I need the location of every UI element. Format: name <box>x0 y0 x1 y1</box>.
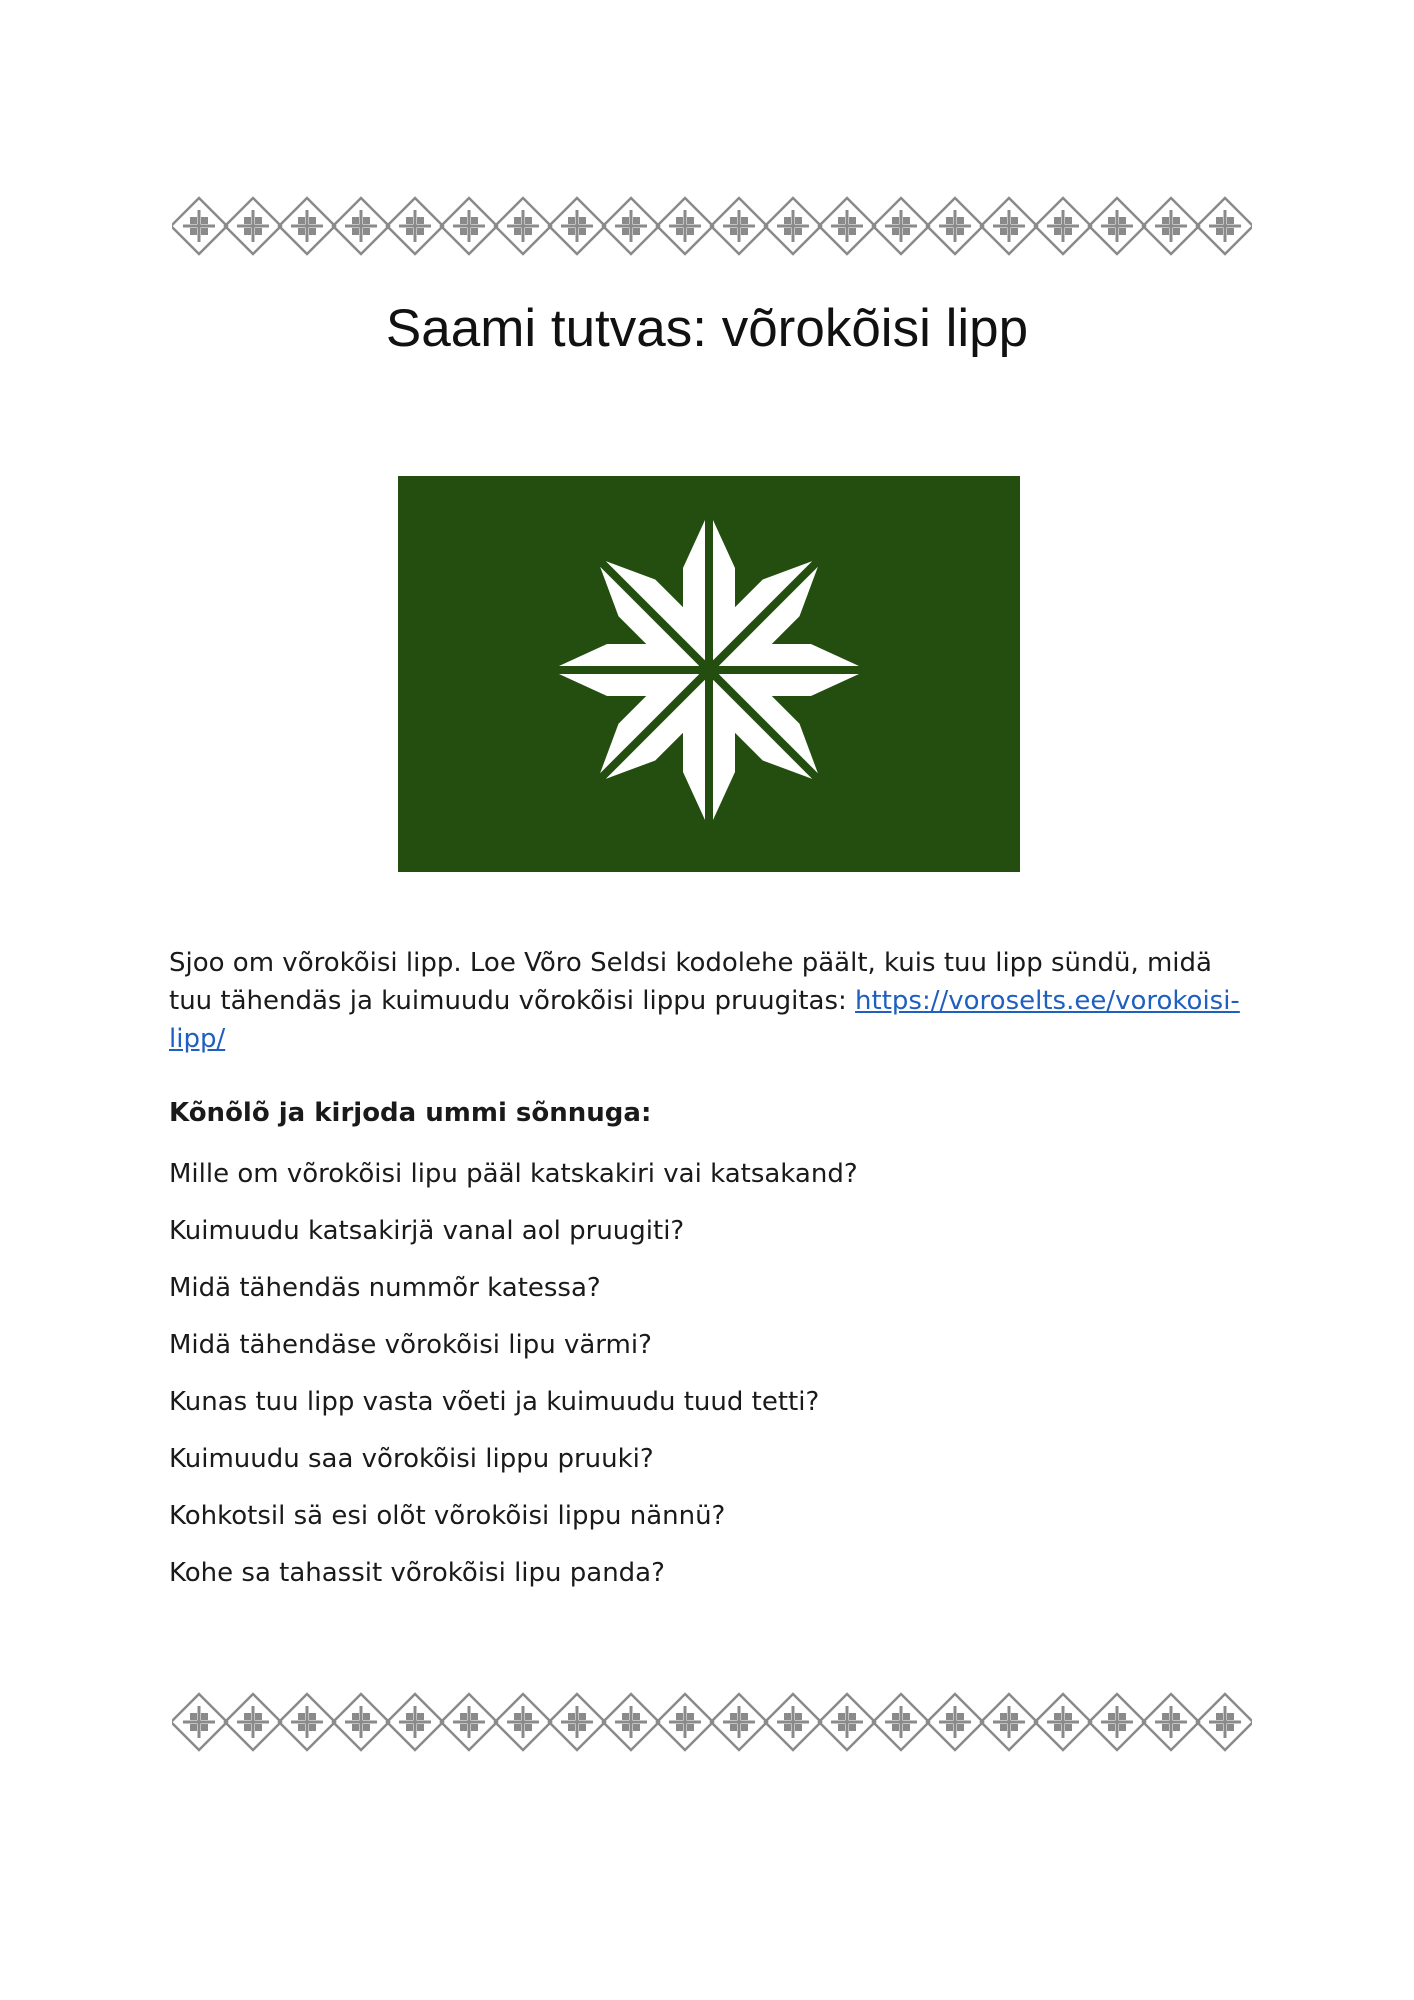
diamond-cross-ornament-icon <box>711 1694 767 1750</box>
diamond-cross-ornament-icon <box>549 1694 605 1750</box>
diamond-cross-ornament-icon <box>441 198 497 254</box>
diamond-cross-ornament-icon <box>1143 198 1199 254</box>
diamond-cross-ornament-icon <box>441 1694 497 1750</box>
question-item: Kuimuudu katsakirjä vanal aol pruugiti? <box>169 1216 685 1246</box>
question-item: Kuimuudu saa võrokõisi lippu pruuki? <box>169 1444 654 1474</box>
diamond-cross-ornament-icon <box>172 198 227 254</box>
question-item: Kunas tuu lipp vasta võeti ja kuimuudu tuud tetti? <box>169 1387 820 1417</box>
diamond-cross-ornament-icon <box>225 198 281 254</box>
diamond-cross-ornament-icon <box>172 1694 227 1750</box>
diamond-cross-ornament-icon <box>279 198 335 254</box>
questions-heading: Kõnõlõ ja kirjoda ummi sõnnuga: <box>169 1098 652 1128</box>
diamond-cross-ornament-icon <box>1197 198 1252 254</box>
bottom-ornament-border <box>172 1691 1252 1753</box>
diamond-cross-ornament-icon <box>657 1694 713 1750</box>
diamond-cross-ornament-icon <box>387 1694 443 1750</box>
diamond-cross-ornament-icon <box>1143 1694 1199 1750</box>
diamond-cross-ornament-icon <box>765 198 821 254</box>
diamond-cross-ornament-icon <box>927 198 983 254</box>
voroselts-link[interactable]: https://voroselts.ee/vorokoisi-lipp/ <box>169 986 1240 1054</box>
diamond-cross-ornament-icon <box>819 198 875 254</box>
diamond-cross-ornament-icon <box>1089 198 1145 254</box>
question-item: Kohe sa tahassit võrokõisi lipu panda? <box>169 1558 665 1588</box>
intro-paragraph <box>169 944 1259 1058</box>
diamond-cross-ornament-icon <box>981 198 1037 254</box>
diamond-cross-ornament-icon <box>603 1694 659 1750</box>
ornament-row <box>172 195 1252 257</box>
diamond-cross-ornament-icon <box>819 1694 875 1750</box>
star-center <box>703 664 715 676</box>
question-item: Kohkotsil sä esi olõt võrokõisi lippu nännü? <box>169 1501 726 1531</box>
diamond-cross-ornament-icon <box>711 198 767 254</box>
diamond-cross-ornament-icon <box>765 1694 821 1750</box>
question-item: Mille om võrokõisi lipu pääl katskakiri vai katsakand? <box>169 1159 858 1189</box>
diamond-cross-ornament-icon <box>333 1694 389 1750</box>
diamond-cross-ornament-icon <box>873 198 929 254</box>
diamond-cross-ornament-icon <box>981 1694 1037 1750</box>
ornament-row <box>172 1691 1252 1753</box>
diamond-cross-ornament-icon <box>495 1694 551 1750</box>
diamond-cross-ornament-icon <box>603 198 659 254</box>
diamond-cross-ornament-icon <box>873 1694 929 1750</box>
intro-text: Sjoo om võrokõisi lipp. Loe Võro Seldsi kodolehe päält, kuis tuu lipp sündü, midä tuu tähendäs ja kuimuudu võrokõisi lippu pruugitas: <box>169 948 1212 1016</box>
diamond-cross-ornament-icon <box>279 1694 335 1750</box>
flag-graphic <box>398 476 1020 872</box>
diamond-cross-ornament-icon <box>657 198 713 254</box>
question-item: Midä tähendäs nummõr katessa? <box>169 1273 601 1303</box>
diamond-cross-ornament-icon <box>1197 1694 1252 1750</box>
diamond-cross-ornament-icon <box>333 198 389 254</box>
page-title: Saami tutvas: võrokõisi lipp <box>385 299 1029 358</box>
voro-flag-image <box>398 476 1020 872</box>
diamond-cross-ornament-icon <box>1035 1694 1091 1750</box>
diamond-cross-ornament-icon <box>387 198 443 254</box>
diamond-cross-ornament-icon <box>927 1694 983 1750</box>
questions-list <box>169 1155 858 1611</box>
diamond-cross-ornament-icon <box>495 198 551 254</box>
question-item: Midä tähendäse võrokõisi lipu värmi? <box>169 1330 652 1360</box>
diamond-cross-ornament-icon <box>1089 1694 1145 1750</box>
top-ornament-border <box>172 195 1252 257</box>
diamond-cross-ornament-icon <box>549 198 605 254</box>
diamond-cross-ornament-icon <box>225 1694 281 1750</box>
diamond-cross-ornament-icon <box>1035 198 1091 254</box>
